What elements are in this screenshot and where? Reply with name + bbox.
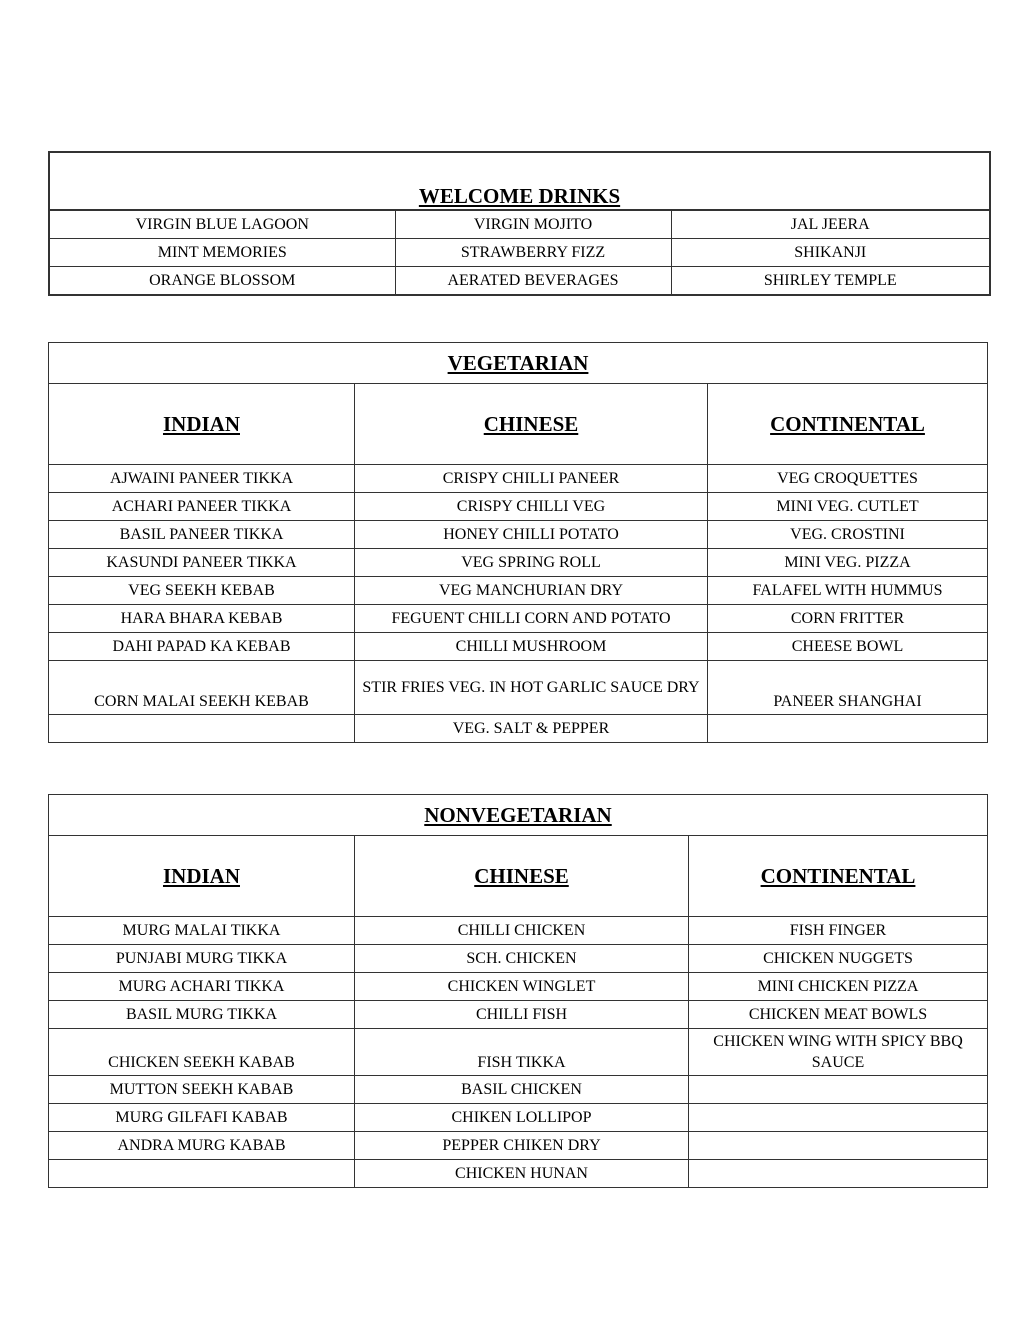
welcome-drinks-title-row [49, 152, 990, 210]
menu-item-cell: CHICKEN WINGLET [355, 973, 689, 1001]
menu-item-cell: CORN FRITTER [708, 605, 988, 633]
table-row [49, 465, 988, 493]
menu-item-cell: BASIL CHICKEN [355, 1076, 689, 1104]
menu-item-cell: MURG ACHARI TIKKA [49, 973, 355, 1001]
nonvegetarian-title: NONVEGETARIAN [49, 795, 988, 836]
table-row [49, 1029, 988, 1076]
vegetarian-title: VEGETARIAN [49, 343, 988, 384]
category-indian: INDIAN [49, 384, 355, 465]
vegetarian-table [48, 342, 988, 743]
menu-item-cell: CHILLI CHICKEN [355, 917, 689, 945]
menu-item-cell: CRISPY CHILLI PANEER [355, 465, 708, 493]
table-row [49, 210, 990, 239]
drink-cell: VIRGIN MOJITO [395, 210, 671, 239]
menu-item-cell: HONEY CHILLI POTATO [355, 521, 708, 549]
table-row [49, 1132, 988, 1160]
menu-item-cell: CHICKEN MEAT BOWLS [689, 1001, 988, 1029]
category-chinese: CHINESE [355, 836, 689, 917]
menu-item-cell [689, 1076, 988, 1104]
menu-item-cell [689, 1132, 988, 1160]
menu-item-cell: MINI VEG. PIZZA [708, 549, 988, 577]
menu-item-cell: CHICKEN HUNAN [355, 1160, 689, 1188]
menu-item-cell: MURG MALAI TIKKA [49, 917, 355, 945]
table-row [49, 493, 988, 521]
category-chinese: CHINESE [355, 384, 708, 465]
drink-cell: ORANGE BLOSSOM [49, 267, 395, 296]
menu-item-cell: DAHI PAPAD KA KEBAB [49, 633, 355, 661]
drink-cell: VIRGIN BLUE LAGOON [49, 210, 395, 239]
menu-item-cell: ACHARI PANEER TIKKA [49, 493, 355, 521]
table-row [49, 633, 988, 661]
menu-item-cell: FISH FINGER [689, 917, 988, 945]
drink-cell: AERATED BEVERAGES [395, 267, 671, 296]
menu-item-cell: FEGUENT CHILLI CORN AND POTATO [355, 605, 708, 633]
welcome-drinks-table [48, 151, 991, 296]
menu-item-cell: CHIKEN LOLLIPOP [355, 1104, 689, 1132]
drink-cell: SHIKANJI [671, 239, 990, 267]
table-row [49, 267, 990, 296]
category-indian: INDIAN [49, 836, 355, 917]
table-row [49, 577, 988, 605]
table-row [49, 549, 988, 577]
table-row [49, 605, 988, 633]
menu-item-cell [689, 1104, 988, 1132]
menu-item-cell [708, 715, 988, 743]
nonvegetarian-title-row [49, 795, 988, 836]
menu-item-cell: HARA BHARA KEBAB [49, 605, 355, 633]
menu-item-cell: CHICKEN NUGGETS [689, 945, 988, 973]
menu-item-cell: VEG. SALT & PEPPER [355, 715, 708, 743]
table-row [49, 521, 988, 549]
menu-item-cell: CHICKEN WING WITH SPICY BBQ SAUCE [689, 1029, 988, 1076]
menu-item-cell: PEPPER CHIKEN DRY [355, 1132, 689, 1160]
drink-cell: JAL JEERA [671, 210, 990, 239]
drink-cell: MINT MEMORIES [49, 239, 395, 267]
table-row [49, 1160, 988, 1188]
menu-item-cell: STIR FRIES VEG. IN HOT GARLIC SAUCE DRY [355, 661, 708, 715]
drink-cell: SHIRLEY TEMPLE [671, 267, 990, 296]
nonvegetarian-category-row [49, 836, 988, 917]
menu-item-cell: CHILLI FISH [355, 1001, 689, 1029]
category-continental: CONTINENTAL [708, 384, 988, 465]
menu-item-cell: ANDRA MURG KABAB [49, 1132, 355, 1160]
menu-item-cell: MINI CHICKEN PIZZA [689, 973, 988, 1001]
menu-item-cell: CRISPY CHILLI VEG [355, 493, 708, 521]
menu-item-cell: MURG GILFAFI KABAB [49, 1104, 355, 1132]
table-row [49, 945, 988, 973]
category-continental: CONTINENTAL [689, 836, 988, 917]
menu-item-cell: VEG CROQUETTES [708, 465, 988, 493]
welcome-drinks-title: WELCOME DRINKS [49, 152, 990, 210]
menu-item-cell: FISH TIKKA [355, 1029, 689, 1076]
menu-item-cell: CHEESE BOWL [708, 633, 988, 661]
menu-item-cell: AJWAINI PANEER TIKKA [49, 465, 355, 493]
table-row [49, 715, 988, 743]
menu-item-cell: FALAFEL WITH HUMMUS [708, 577, 988, 605]
menu-item-cell [689, 1160, 988, 1188]
menu-item-cell [49, 1160, 355, 1188]
menu-item-cell: VEG SPRING ROLL [355, 549, 708, 577]
menu-item-cell: BASIL PANEER TIKKA [49, 521, 355, 549]
menu-item-cell [49, 715, 355, 743]
drink-cell: STRAWBERRY FIZZ [395, 239, 671, 267]
menu-item-cell: VEG SEEKH KEBAB [49, 577, 355, 605]
menu-item-cell: CORN MALAI SEEKH KEBAB [49, 661, 355, 715]
menu-item-cell: SCH. CHICKEN [355, 945, 689, 973]
menu-item-cell: PUNJABI MURG TIKKA [49, 945, 355, 973]
menu-item-cell: VEG MANCHURIAN DRY [355, 577, 708, 605]
menu-item-cell: MINI VEG. CUTLET [708, 493, 988, 521]
nonvegetarian-table [48, 794, 988, 1188]
menu-item-cell: PANEER SHANGHAI [708, 661, 988, 715]
menu-item-cell: KASUNDI PANEER TIKKA [49, 549, 355, 577]
menu-item-cell: CHICKEN SEEKH KABAB [49, 1029, 355, 1076]
menu-item-cell: MUTTON SEEKH KABAB [49, 1076, 355, 1104]
table-row [49, 1001, 988, 1029]
table-row [49, 661, 988, 715]
menu-item-cell: VEG. CROSTINI [708, 521, 988, 549]
vegetarian-title-row [49, 343, 988, 384]
menu-item-cell: BASIL MURG TIKKA [49, 1001, 355, 1029]
table-row [49, 1104, 988, 1132]
table-row [49, 973, 988, 1001]
table-row [49, 239, 990, 267]
table-row [49, 1076, 988, 1104]
table-row [49, 917, 988, 945]
menu-item-cell: CHILLI MUSHROOM [355, 633, 708, 661]
vegetarian-category-row [49, 384, 988, 465]
